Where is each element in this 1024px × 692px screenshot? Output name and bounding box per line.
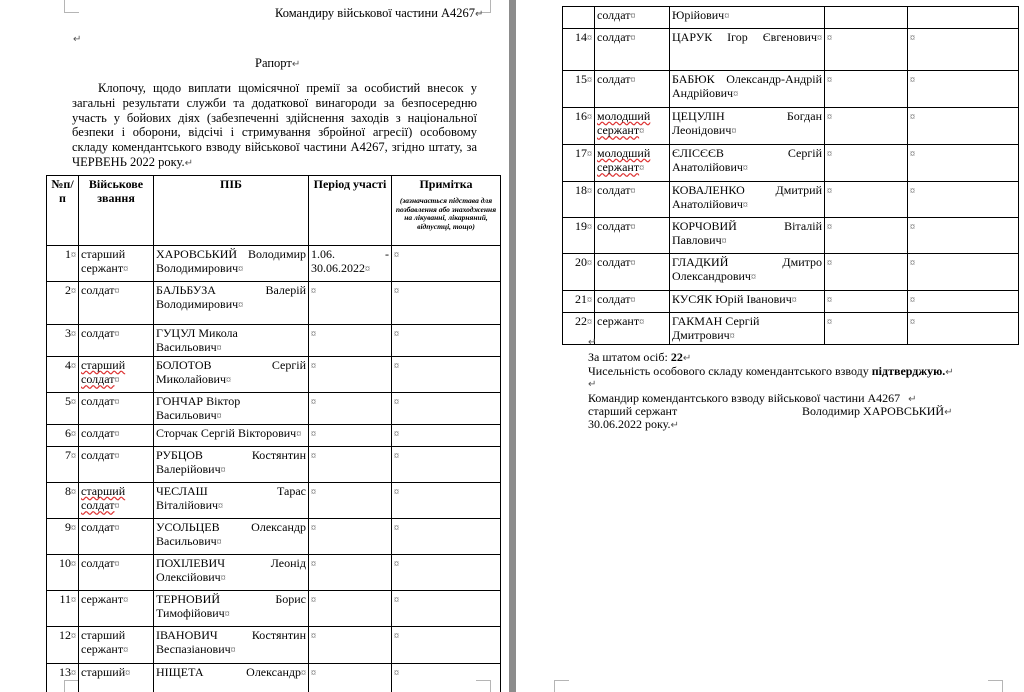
table-row: [47, 246, 501, 282]
table-row: [563, 218, 1019, 254]
header-note-subtext: (зазначається підстава для позбавлення або знаходження на лікуванні, лікарняний, відпустці, тощо): [395, 196, 497, 232]
row-note: ¤: [392, 325, 501, 357]
row-rank: солдат¤: [79, 282, 154, 325]
row-rank: молодший сержант¤: [595, 108, 670, 145]
paragraph-mark: ↵: [73, 34, 82, 45]
row-number: 17¤: [563, 145, 595, 182]
row-name: ТЕРНОВИЙ Борис Тимофійович¤: [154, 590, 309, 626]
row-rank: солдат¤: [595, 291, 670, 313]
row-note: ¤: [908, 182, 1019, 218]
commander-name: Володимир ХАРОВСЬКИЙ↵: [802, 404, 953, 418]
row-number: 11¤: [47, 590, 79, 626]
table-row: [47, 392, 501, 424]
row-rank: солдат¤: [79, 554, 154, 590]
commander-title: Командир комендантського взводу військової частини А4267 ↵: [588, 391, 917, 405]
row-period: ¤: [309, 626, 392, 663]
row-period: ¤: [309, 518, 392, 554]
row-name: ІВАНОВИЧ Костянтин Веспазіанович¤: [154, 626, 309, 663]
row-period: ¤: [825, 218, 908, 254]
row-note: ¤: [908, 145, 1019, 182]
row-name: ПОХІЛЕВИЧ Леонід Олексійович¤: [154, 554, 309, 590]
row-period: [825, 7, 908, 29]
row-number: 19¤: [563, 218, 595, 254]
row-period: ¤: [309, 590, 392, 626]
row-rank: старший сержант¤: [79, 246, 154, 282]
table-row: [47, 482, 501, 518]
row-name: ЦЕЦУЛІН Богдан Леонідович¤: [670, 108, 825, 145]
header-num: №п/п: [47, 176, 79, 246]
row-rank: сержант¤: [79, 590, 154, 626]
row-note: ¤: [908, 254, 1019, 291]
row-note: ¤: [908, 29, 1019, 71]
row-period: ¤: [309, 554, 392, 590]
row-period: ¤: [309, 356, 392, 392]
row-note: ¤: [392, 482, 501, 518]
row-note: ¤: [392, 356, 501, 392]
row-period: ¤: [825, 313, 908, 345]
table-row: [47, 325, 501, 357]
row-note: ¤: [392, 518, 501, 554]
row-period: ¤: [309, 392, 392, 424]
row-period: ¤: [825, 108, 908, 145]
row-name: КУСЯК Юрій Іванович¤: [670, 291, 825, 313]
row-number: 9¤: [47, 518, 79, 554]
table-row: [563, 291, 1019, 313]
row-name: ЦАРУК Ігор Євгенович¤: [670, 29, 825, 71]
document-page-left: [0, 0, 509, 692]
table-row: [563, 254, 1019, 291]
row-rank: старший солдат¤: [79, 356, 154, 392]
row-number: 20¤: [563, 254, 595, 291]
row-rank: сержант¤: [595, 313, 670, 345]
header-period: Період участі: [309, 176, 392, 246]
row-number: 6¤: [47, 424, 79, 446]
row-rank: старший солдат¤: [79, 482, 154, 518]
row-number: 2¤: [47, 282, 79, 325]
row-name: НІЩЕТА Олександр¤: [154, 663, 309, 692]
table-row: [47, 446, 501, 482]
row-rank: солдат¤: [595, 254, 670, 291]
row-note: ¤: [908, 108, 1019, 145]
row-name: УСОЛЬЦЕВ Олександр Васильович¤: [154, 518, 309, 554]
row-number: 4¤: [47, 356, 79, 392]
table-row: [563, 7, 1019, 29]
table-row: [47, 282, 501, 325]
row-note: ¤: [392, 424, 501, 446]
report-date: 30.06.2022 року.↵: [588, 417, 679, 431]
row-number: 22¤: [563, 313, 595, 345]
table-row: [563, 145, 1019, 182]
row-number: 16¤: [563, 108, 595, 145]
row-rank: солдат¤: [595, 7, 670, 29]
row-name: Сторчак Сергій Вікторович¤: [154, 424, 309, 446]
row-name: БОЛОТОВ Сергій Миколайович¤: [154, 356, 309, 392]
staff-count: 22: [670, 350, 683, 364]
row-note: ¤: [392, 590, 501, 626]
header-name: ПІБ: [154, 176, 309, 246]
row-name: Юрійович¤: [670, 7, 825, 29]
table-row: [47, 356, 501, 392]
row-number: 13¤: [47, 663, 79, 692]
table-row: [563, 29, 1019, 71]
row-name: БАЛЬБУЗА Валерій Володимирович¤: [154, 282, 309, 325]
row-period: ¤: [309, 663, 392, 692]
row-note: ¤: [392, 554, 501, 590]
row-name: ГЛАДКИЙ Дмитро Олександрович¤: [670, 254, 825, 291]
row-note: ¤: [392, 446, 501, 482]
report-title: Рапорт↵: [255, 56, 301, 70]
row-rank: старший сержант¤: [79, 626, 154, 663]
row-number: 10¤: [47, 554, 79, 590]
row-rank: солдат¤: [79, 424, 154, 446]
row-rank: солдат¤: [79, 325, 154, 357]
row-note: [908, 7, 1019, 29]
row-number: 12¤: [47, 626, 79, 663]
row-note: ¤: [392, 282, 501, 325]
row-number: 14¤: [563, 29, 595, 71]
row-number: 3¤: [47, 325, 79, 357]
row-period: ¤: [309, 482, 392, 518]
row-name: БАБЮК Олександр-Андрій Андрійович¤: [670, 71, 825, 108]
row-period: ¤: [825, 182, 908, 218]
row-note: ¤: [392, 663, 501, 692]
row-rank: солдат¤: [79, 446, 154, 482]
row-period: ¤: [309, 282, 392, 325]
header-note: Примітка (зазначається підстава для позбавлення або знаходження на лікуванні, лікарняний, відпустці, тощо): [392, 176, 501, 246]
row-period: ¤: [309, 446, 392, 482]
paragraph-mark: ↵: [588, 379, 597, 390]
row-rank: солдат¤: [595, 71, 670, 108]
table-row: [47, 590, 501, 626]
row-rank: солдат¤: [595, 182, 670, 218]
row-note: ¤: [908, 71, 1019, 108]
row-period: ¤: [825, 145, 908, 182]
row-period: ¤: [309, 424, 392, 446]
document-page-right: [516, 0, 1024, 692]
row-period: ¤: [825, 29, 908, 71]
report-body: Клопочу, щодо виплати щомісячної премії за особистий внесок у загальні результати служби та додаткової винагороди за безпосередню участь у бойових діях (забезпеченні здійснення заходів з національної безпеки і оборони, відсічі і стримування збройної агресії) особовому складу комендантського взводу військової частини А4267, згідно штату, за ЧЕРВЕНЬ 2022 року.↵: [72, 81, 477, 169]
table-row: [47, 518, 501, 554]
header-rank: Військове звання: [79, 176, 154, 246]
row-period: ¤: [825, 71, 908, 108]
row-note: ¤: [908, 291, 1019, 313]
confirmation-line: Чисельність особового складу комендантського взводу підтверджую.↵: [588, 364, 954, 378]
row-rank: старший¤: [79, 663, 154, 692]
addressee: Командиру військової частини А4267↵: [275, 6, 484, 20]
commander-rank: старший сержант: [588, 404, 678, 418]
row-period: ¤: [825, 254, 908, 291]
row-note: ¤: [392, 392, 501, 424]
personnel-table: [46, 175, 501, 692]
row-name: ЧЕСЛАШ Тарас Віталійович¤: [154, 482, 309, 518]
row-number: 8¤: [47, 482, 79, 518]
row-rank: солдат¤: [595, 218, 670, 254]
paragraph-mark: ↵: [588, 337, 597, 348]
row-rank: молодший сержант¤: [595, 145, 670, 182]
row-period: 1.06. - 30.06.2022¤: [309, 246, 392, 282]
row-number: 1¤: [47, 246, 79, 282]
row-name: РУБЦОВ Костянтин Валерійович¤: [154, 446, 309, 482]
table-row: [47, 663, 501, 692]
row-note: ¤: [392, 246, 501, 282]
row-number: [563, 7, 595, 29]
table-row: [563, 182, 1019, 218]
row-name: КОРЧОВИЙ Віталій Павлович¤: [670, 218, 825, 254]
row-period: ¤: [309, 325, 392, 357]
row-rank: солдат¤: [595, 29, 670, 71]
row-rank: солдат¤: [79, 518, 154, 554]
table-row: [47, 424, 501, 446]
row-name: ХАРОВСЬКИЙ Володимир Володимирович¤: [154, 246, 309, 282]
table-row: [563, 313, 1019, 345]
row-note: ¤: [392, 626, 501, 663]
row-number: 18¤: [563, 182, 595, 218]
staff-count-line: За штатом осіб: 22↵: [588, 350, 692, 364]
row-period: ¤: [825, 291, 908, 313]
table-row: [47, 554, 501, 590]
row-number: 5¤: [47, 392, 79, 424]
table-row: [563, 71, 1019, 108]
row-rank: солдат¤: [79, 392, 154, 424]
row-name: ГУЦУЛ Микола Васильович¤: [154, 325, 309, 357]
row-note: ¤: [908, 218, 1019, 254]
personnel-table-continued: [562, 6, 1019, 345]
row-number: 15¤: [563, 71, 595, 108]
row-name: ЄЛІСЄЄВ Сергій Анатолійович¤: [670, 145, 825, 182]
table-row: [47, 626, 501, 663]
row-number: 21¤: [563, 291, 595, 313]
row-note: ¤: [908, 313, 1019, 345]
row-name: КОВАЛЕНКО Дмитрий Анатолійович¤: [670, 182, 825, 218]
row-number: 7¤: [47, 446, 79, 482]
table-row: [563, 108, 1019, 145]
row-name: ГАКМАН Сергій Дмитрович¤: [670, 313, 825, 345]
row-name: ГОНЧАР Віктор Васильович¤: [154, 392, 309, 424]
